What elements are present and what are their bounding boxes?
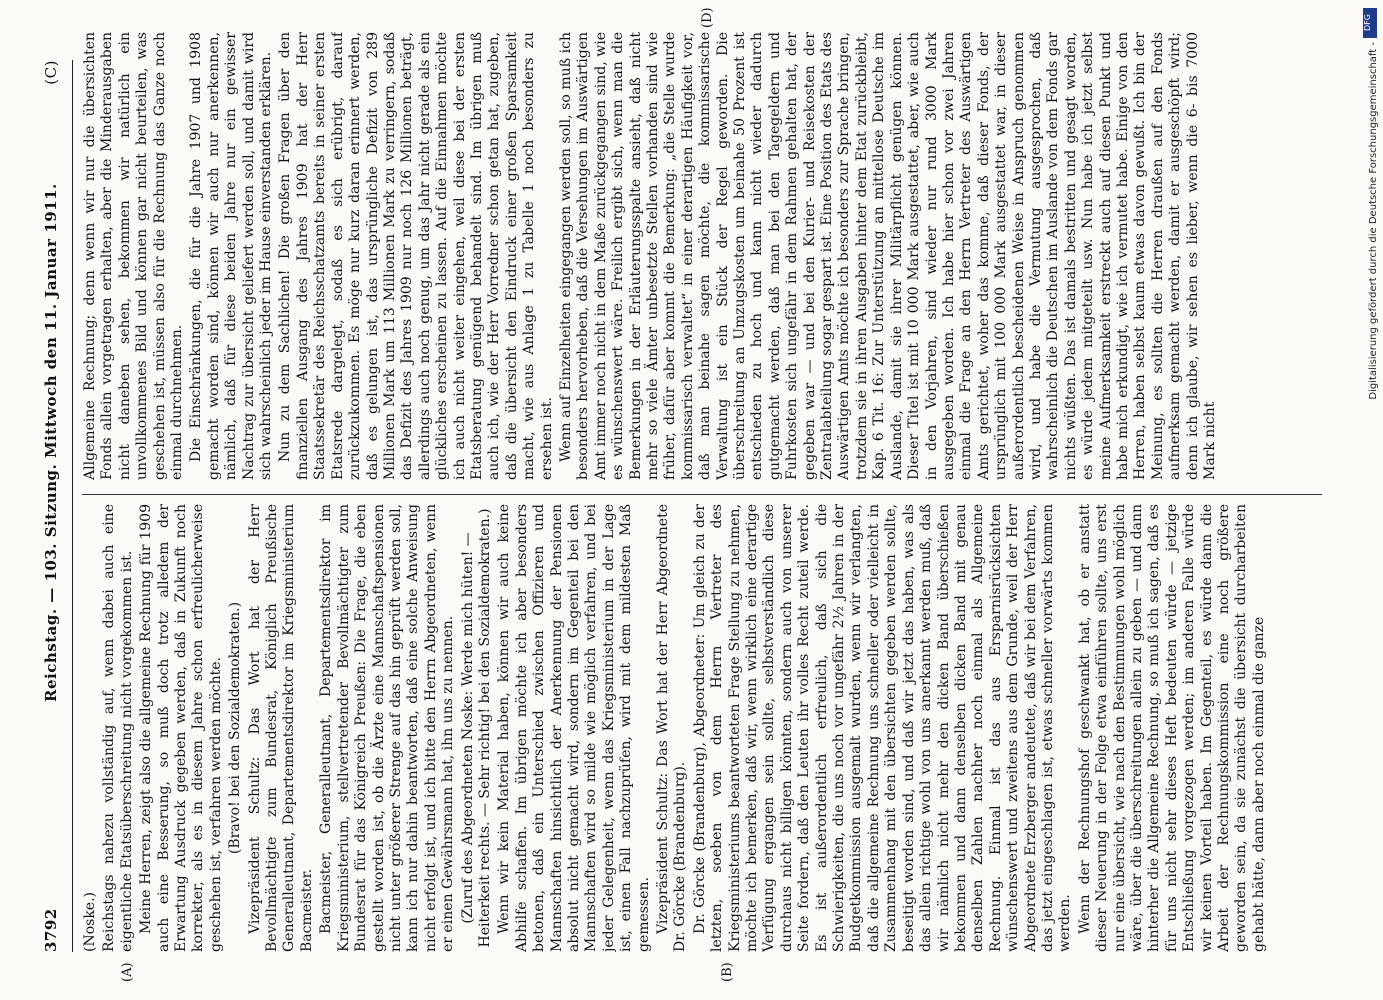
right-text-column — [82, 32, 1322, 480]
paragraph: Wenn auf Einzelheiten eingegangen werden soll, so muß ich besonders hervorheben, daß die Versehungen im Auswärtigen Amt immer noch nicht in dem Maße zurückgegangen sind, wie es wünschenswert wäre. Freilich ergibt sich, wenn man die Bemerkungen in der Erläuterungsspalte ansieht, daß nicht mehr so viele Ämter unbesetzte Stellen vorhanden sind wie früher, dafür aber kommt die Bemerkung: „die Stelle wurde kommissarisch verwaltet“ in einer derartigen Häufigkeit vor, daß man beinahe sagen möchte, die kommissarische Verwaltung ist ein Stück der Regel geworden. Die überschreitung an Umzugskosten um beinahe 50 Prozent ist entschieden zu hoch und kann nicht wieder dadurch gutgemacht werden, daß man bei den Tagegeldern und Fuhrkosten sich ungefähr in dem Rahmen gehalten hat, der gegeben war — und bei den Kurier- und Reisekosten der Zentralabteilung sogar gespart ist. Eine Position des Etats des Auswärtigen Amts möchte ich besonders zur Sprache bringen, trotzdem sie in ihren Ausgaben hinter dem Etat zurückbleibt, Kap. 6 Tit. 16: Zur Unterstützung an mittellose Deutsche im Auslande, damit sie ihrer Militärpflicht genügen können. Dieser Titel ist mit 10 000 Mark ausgestattet, aber, wie auch in den Vorjahren, sind wieder nur rund 3000 Mark ausgegeben worden. Ich habe hier schon vor zwei Jahren einmal die Frage an den Herrn Vertreter des Auswärtigen Amts gerichtet, woher das komme, daß dieser Fonds, der ursprünglich mit 100 000 Mark ausgestattet war, in dieser außerordentlich bescheidenen Weise in Anspruch genommen wird, und habe die Vermutung ausgesprochen, daß wahrscheinlich die Deutschen im Auslande von dem Fonds gar nichts wüßten. Das ist damals bestritten und gesagt worden, es würde jedem mitgeteilt usw. Nun habe ich jetzt selbst meine Aufmerksamkeit erstreckt auch auf diesen Punkt und habe mich erkundigt, wie ich vermutet habe. Einige von den Herren, haben selbst kaum etwas davon gewußt. Ich bin der Meinung, es sollten die Herren draußen auf den Fonds aufmerksam gemacht werden, damit er ausgeschöpft wird; denn ich glaube, wir sehen es lieber, wenn die 6- bis 7000 Mark nicht — [557, 32, 1218, 480]
page-title: Reichstag. — 103. Sitzung. Mittwoch den 11. Januar 1911. — [42, 183, 60, 702]
header-rule — [72, 60, 73, 952]
paragraph: (Bravo! bei den Sozialdemokraten.) — [227, 601, 244, 855]
paragraph: Wenn wir kein Material haben, können wir auch keine Abhilfe schaffen. Im übrigen möchte ich aber besonders betonen, daß ein Unterschied zwischen Offizieren und Mannschaften hinsichtlich der Anerkennung der Pensionen absolut nicht gemacht wird, sondern im Gegenteil bei den Mannschaften wird so milde wie möglich verfahren, und bei jeder Gelegenheit, wenn das Kriegsministerium in der Lage ist, einen Fall nachzuprüfen, wird mit dem mildesten Maß gemessen. — [496, 504, 652, 952]
paragraph: Vizepräsident Schultz: Das Wort hat der Herr Bevollmächtigte zum Bundesrat, Königlich Preußische Generalleutnant, Departementsdirektor im Kriegsministerium Bacmeister. — [246, 504, 315, 952]
paragraph: Meine Herren, zeigt also die allgemeine Rechnung für 1909 auch eine Besserung, so muß doch trotz alledem der Erwartung Ausdruck gegeben werden, daß in Zukunft noch korrekter, als es in diesem Jahre schon erfreulicherweise geschehen ist, verfahren werden möchte. — [138, 504, 224, 952]
paragraph: Wenn der Rechnungshof geschwankt hat, ob er anstatt dieser Neuerung in der Folge etwa einführen sollte, uns erst nur eine übersicht, wie nach den Bestimmungen wohl möglich wäre, über die überschreitungen allein zu geben — und dann hinterher die Allgemeine Rechnung, so muß ich sagen, daß es für uns nicht sehr dieses Heft bedeuten würde — jetzige Entschließung vorgezogen werden; im anderen Falle würde wir keinen Vorteil haben. Im Gegenteil, es würde dann die Arbeit der Rechnungskommission eine noch größere geworden sein, da sie zunächst die übersicht durcharbeiten gehabt hätte, dann aber noch einmal die ganze — [1076, 504, 1267, 952]
paragraph: Nun zu dem Sachlichen! Die großen Fragen über den finanziellen Ausgang des Jahres 1909 hat der Herr Staatssekretär des Reichsschatzamts bereits in seiner ersten Etatsrede dargelegt, sodaß es sich erübrigt, darauf zurückzukommen. Es möge nur kurz daran erinnert werden, daß es gelungen ist, das ursprüngliche Defizit von 289 Millionen Mark um 113 Millionen Mark zu verringern, sodaß das Defizit des Jahres 1909 nur noch 126 Millionen beträgt, allerdings auch noch genug, um das Jahr nicht gerade als ein glückliches erscheinen zu lassen. Auf die Einnahmen möchte ich auch nicht weiter eingehen, weil diese bei der ersten Etatsberatung genügend behandelt sind. Im übrigen muß auch ich, wie der Herr Vorredner schon getan hat, zugeben, daß die übersicht den Eindruck einer großen Sparsamkeit macht, wie aus Anlage 1 zu Tabelle 1 noch besonders zu ersehen ist. — [277, 32, 555, 480]
margin-letter-d: (D) — [700, 7, 715, 28]
column-separator — [82, 494, 1322, 495]
paragraph: (Zuruf des Abgeordneten Noske: Werde mich hüten! — Heiterkeit rechts. — Sehr richtig! bei den Sozialdemokraten.) — [459, 508, 493, 948]
margin-letter-b: (B) — [720, 962, 735, 982]
funding-credit: Digitalisierung gefördert durch die Deutsche Forschungsgemeinschaft - — [1368, 42, 1379, 400]
paragraph: Vizepräsident Schultz: Das Wort hat der Herr Abgeordnete Dr. Görcke (Brandenburg). — [655, 504, 689, 952]
paragraph: (Noske.) — [82, 891, 98, 952]
margin-letter-c: (C) — [42, 60, 60, 85]
left-text-column — [82, 504, 1322, 952]
margin-letter-a: (A) — [120, 962, 135, 982]
page-number: 3792 — [42, 908, 60, 952]
paragraph: Allgemeine Rechnung; denn wenn wir nur die übersichten Fonds allein vorgetragen erhalten, aber die Minderausgaben nicht daneben sehen, bekommen wir natürlich ein unvollkommenes Bild und können gar nicht beurteilen, was geschehen ist, müssen also für die Rechnung das Ganze noch einmal durchnehmen. — [82, 32, 186, 480]
paragraph: Dr. Görcke (Brandenburg), Abgeordneter: Um gleich zu der letzten, soeben von dem Herrn Vertreter des Kriegsministeriums beantworteten Frage Stellung zu nehmen, möchte ich bemerken, daß wir, wenn wirklich eine derartige Verfügung ergangen sein sollte, selbstverständlich diese durchaus nicht billigen könnten, sondern auch von unserer Seite fordern, daß den Leuten ihr volles Recht zuteil werde. Es ist außerordentlich erfreulich, daß sich die Schwierigkeiten, die uns noch vor ungefähr 2½ Jahren in der Budgetkommission ausgemalt wurden, wenn wir verlangten, daß die allgemeine Rechnung uns schneller oder vielleicht in Zusammenhang mit den übersichten gegeben werden sollte, beseitigt worden sind, und daß wir jetzt das haben, was als das allein richtige wohl von uns anerkannt werden muß, daß wir nämlich nicht mehr den dicken Band überschießen bekommen und dann denselben dicken Band mit genau denselben Zahlen nachher noch einmal als Allgemeine Rechnung. Einmal ist das aus Ersparnisrücksichten wünschenswert und zweitens aus dem Grunde, weil der Herr Abgeordnete Erzberger andeutete, daß wir bei dem Verfahren, das jetzt eingeschlagen ist, etwas schneller vorwärts kommen werden. — [691, 504, 1074, 952]
dfg-logo: DFG — [1363, 8, 1377, 38]
paragraph: Die Einschränkungen, die für die Jahre 1907 und 1908 gemacht worden sind, können wir auch nur anerkennen, nämlich, daß für diese beiden Jahre nur ein gewisser Nachtrag zur übersicht geliefert werden soll, und damit wird sich wahrscheinlich jeder im Hause einverstanden erklären. — [188, 32, 275, 480]
page-header — [36, 60, 66, 952]
paragraph: Bacmeister, Generalleutnant, Departementsdirektor im Kriegsministerium, stellvertretender Bevollmächtigter zum Bundesrat für das Königreich Preußen: Die Frage, die eben gestellt worden ist, ob die Ärzte eine Mannschaftspensionen nicht unter größerer Strenge auf das hin geprüft werden soll, kann ich nur dahin beantworten, daß eine solche Anweisung nicht erfolgt ist, und ich bitte den Herrn Abgeordneten, wenn er einen Gewährsmann hat, ihn uns zu nennen. — [318, 504, 457, 952]
paragraph: Reichstags nahezu vollständig auf, wenn dabei auch eine eigentliche Etatsüberschreitung nicht vorgekommen ist. — [101, 504, 135, 952]
